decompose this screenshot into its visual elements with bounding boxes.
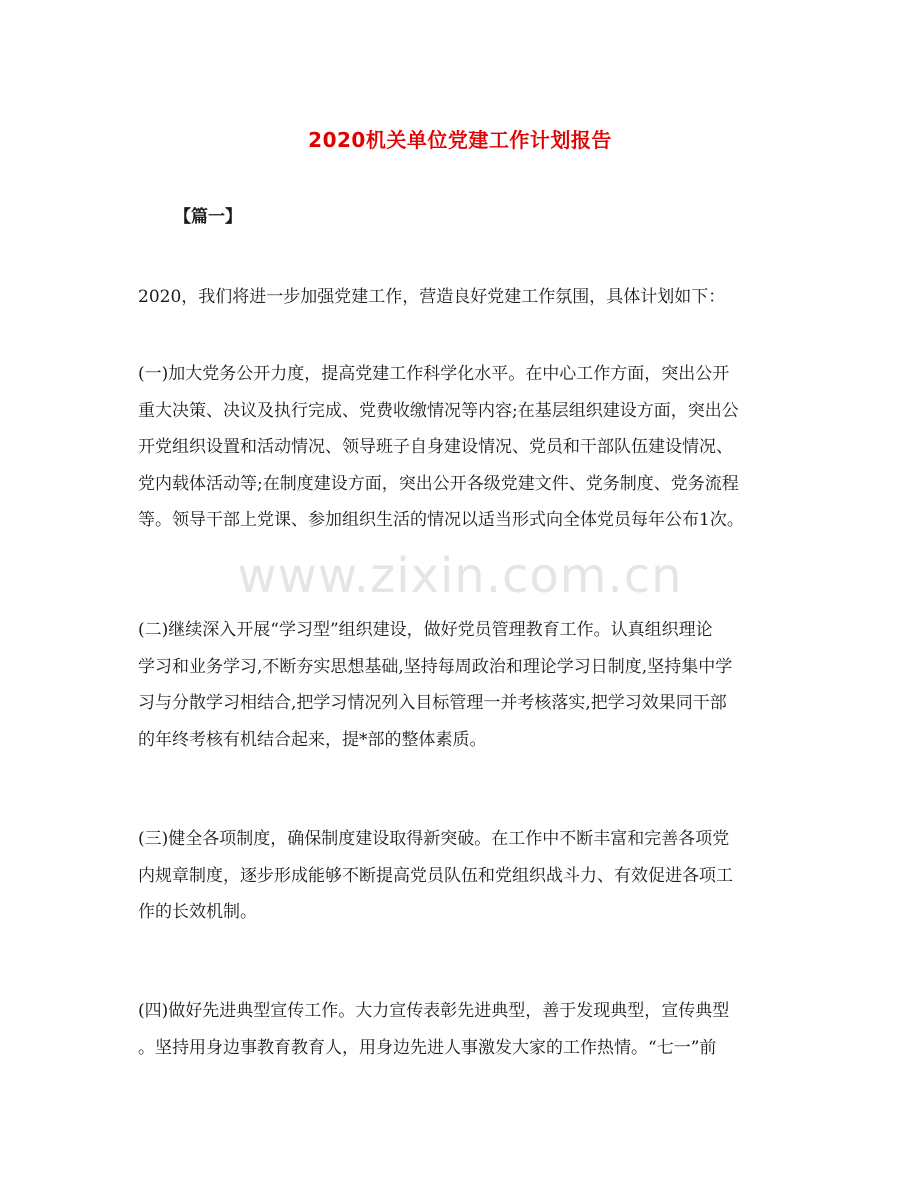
paragraph-line: 等。领导干部上党课、参加组织生活的情况以适当形式向全体党员每年公布1次。: [138, 510, 744, 530]
paragraph-line: (一)加大党务公开力度，提高党建工作科学化水平。在中心工作方面，突出公开: [138, 364, 730, 384]
paragraph-line: 重大决策、决议及执行完成、党费收缴情况等内容;在基层组织建设方面，突出公: [138, 400, 739, 421]
paragraph-line: 学习和业务学习,不断夯实思想基础,坚持每周政治和理论学习日制度,坚持集中学: [138, 656, 733, 677]
paragraph-4: [138, 993, 784, 1066]
paragraph-line: (二)继续深入开展“学习型”组织建设，做好党员管理教育工作。认真组织理论: [138, 620, 713, 640]
paragraph-line: 习与分散学习相结合,把学习情况列入目标管理一并考核落实,把学习效果同干部: [138, 693, 727, 713]
paragraph-line: (三)健全各项制度，确保制度建设取得新突破。在工作中不断丰富和完善各项党: [138, 829, 730, 849]
paragraph-2: [138, 612, 784, 758]
document-title: 2020机关单位党建工作计划报告: [308, 128, 612, 152]
paragraph-line: 的年终考核有机结合起来，提*部的整体素质。: [138, 729, 487, 750]
intro-paragraph: [138, 279, 784, 316]
watermark: www.zixin.com.cn: [237, 548, 683, 604]
paragraph-line: 内规章制度，逐步形成能够不断提高党员队伍和党组织战斗力、有效促进各项工: [138, 865, 733, 886]
paragraph-line: 开党组织设置和活动情况、领导班子自身建设情况、党员和干部队伍建设情况、: [138, 437, 733, 457]
paragraph-line: (四)做好先进典型宣传工作。大力宣传表彰先进典型，善于发现典型，宣传典型: [138, 1001, 730, 1021]
paragraph-line: 作的长效机制。: [138, 902, 257, 922]
paragraph-line: 党内载体活动等;在制度建设方面，突出公开各级党建文件、党务制度、党务流程: [138, 473, 739, 494]
paragraph-line: 。坚持用身边事教育教育人，用身边先进人事激发大家的工作热情。“七一”前: [138, 1037, 717, 1058]
paragraph-line: 2020，我们将进一步加强党建工作，营造良好党建工作氛围，具体计划如下：: [138, 287, 726, 307]
paragraph-3: [138, 821, 784, 931]
paragraph-1: [138, 356, 784, 539]
section-tag: 【篇一】: [174, 207, 242, 227]
